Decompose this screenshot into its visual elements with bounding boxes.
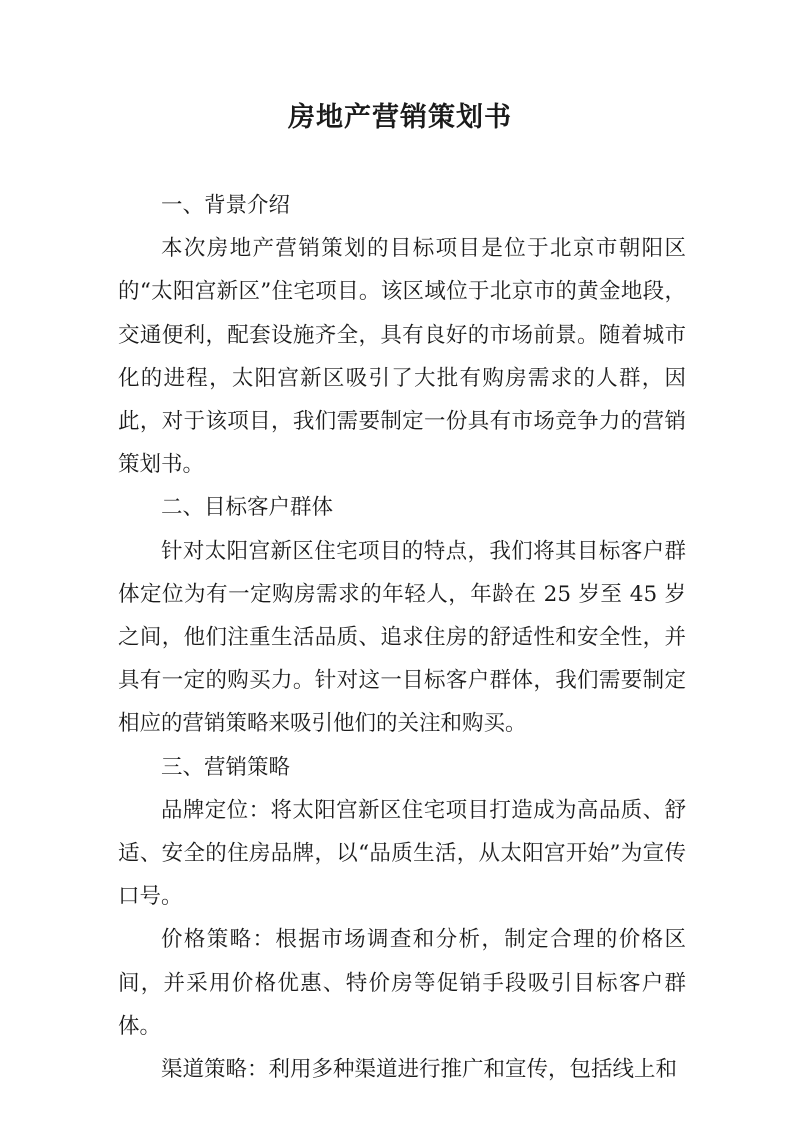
section-heading-target-customers: 二、目标客户群体 [161,495,334,521]
brand-positioning-paragraph: 品牌定位：将太阳宫新区住宅项目打造成为高品质、舒适、安全的住房品牌，以“品质生活，从太阳宫开始”为宣传口号。 [118,797,686,910]
section-heading-background: 一、背景介绍 [161,193,291,218]
channel-strategy-paragraph: 渠道策略：利用多种渠道进行推广和宣传，包括线上和 [161,1057,678,1083]
pricing-strategy-paragraph: 价格策略：根据市场调查和分析，制定合理的价格区间，并采用价格优惠、特价房等促销手段吸引目标客户群体。 [118,927,686,1039]
section-heading-marketing-strategy: 三、营销策略 [161,754,291,780]
target-customers-paragraph: 针对太阳宫新区住宅项目的特点，我们将其目标客户群体定位为有一定购房需求的年轻人，年龄在 25 岁至 45 岁之间，他们注重生活品质、追求住房的舒适性和安全性，并具有一定的购买力。针对这一目标客户群体，我们需要制定相应的营销策略来吸引他们的关注和购买。 [118,538,686,737]
background-paragraph: 本次房地产营销策划的目标项目是位于北京市朝阳区的“太阳宫新区”住宅项目。该区域位于北京市的黄金地段，交通便利，配套设施齐全，具有良好的市场前景。随着城市化的进程，太阳宫新区吸引了大批有购房需求的人群，因此，对于该项目，我们需要制定一份具有市场竞争力的营销策划书。 [118,236,686,478]
document-title: 房地产营销策划书 [288,102,512,133]
document-body [118,184,686,1091]
